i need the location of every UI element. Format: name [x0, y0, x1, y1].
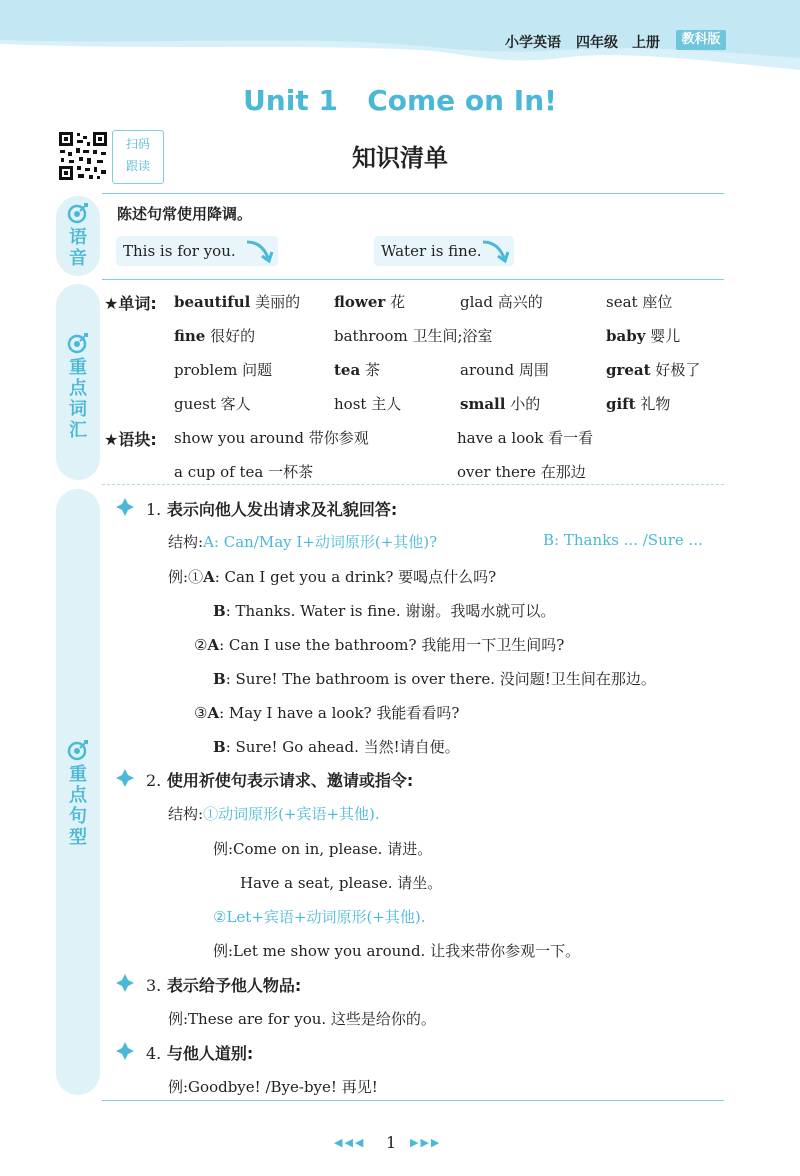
divider [102, 279, 724, 280]
divider [102, 1100, 724, 1101]
vocab-item: baby 婴儿 [606, 327, 681, 345]
target-icon [67, 739, 89, 761]
vocab-item: great 好极了 [606, 361, 701, 379]
vocab-item: gift 礼物 [606, 395, 671, 413]
diamond-bullet-icon [116, 498, 134, 516]
phonetics-example-1: This is for you. [123, 242, 236, 260]
vocab-item: guest 客人 [174, 395, 251, 413]
diamond-bullet-icon [116, 769, 134, 787]
falling-tone-arrow-icon [480, 234, 514, 268]
example-2a: ②A: Can I use the bathroom? 我能用一下卫生间吗? [194, 636, 565, 654]
pattern-2-structure-1: 结构:①动词原形(+宾语+其他). [168, 805, 380, 823]
header-grade: 四年级 [576, 35, 618, 51]
pattern-3-title: 3. 表示给予他人物品: [146, 976, 302, 995]
vocab-item: problem 问题 [174, 361, 273, 379]
tab-key-sentences: 重 点 句 型 [56, 489, 100, 1095]
footer-right-arrows: ▶▶▶ [410, 1136, 442, 1149]
pattern-1-title: 1. 表示向他人发出请求及礼貌回答: [146, 500, 398, 519]
phrase-item: have a look 看一看 [457, 429, 594, 447]
phrase-item: show you around 带你参观 [174, 429, 369, 447]
divider [102, 484, 724, 485]
pattern-2-structure-2: ②Let+宾语+动词原形(+其他). [213, 908, 426, 926]
words-label: ★单词: [104, 294, 157, 313]
divider [102, 193, 724, 194]
edition-badge: 教科版 [676, 30, 726, 50]
vocab-item: beautiful 美丽的 [174, 293, 301, 311]
vocab-item: flower 花 [334, 293, 406, 311]
pattern-2-example-1b: Have a seat, please. 请坐。 [240, 874, 443, 892]
vocab-item: glad 高兴的 [460, 293, 543, 311]
tab-phonetics: 语 音 [56, 196, 100, 276]
example-3a: ③A: May I have a look? 我能看看吗? [194, 704, 460, 722]
example-2b: B: Sure! The bathroom is over there. 没问题!卫生间在那边。 [213, 670, 656, 688]
pattern-3-example: 例:These are for you. 这些是给你的。 [168, 1010, 436, 1028]
unit-title: Unit 1 Come on In! [243, 84, 557, 117]
page-number: 1 [386, 1133, 397, 1152]
pattern-1-structure: 结构:A: Can/May I+动词原形(+其他)? [168, 533, 438, 551]
diamond-bullet-icon [116, 1042, 134, 1060]
vocab-item: small 小的 [460, 395, 541, 413]
pattern-4-title: 4. 与他人道别: [146, 1044, 254, 1063]
vocab-item: host 主人 [334, 395, 402, 413]
vocab-item: tea 茶 [334, 361, 380, 379]
diamond-bullet-icon [116, 974, 134, 992]
tab-key-vocabulary: 重 点 词 汇 [56, 284, 100, 480]
example-1a: 例:①A: Can I get you a drink? 要喝点什么吗? [168, 568, 497, 586]
pattern-2-example-2: 例:Let me show you around. 让我来带你参观一下。 [213, 942, 581, 960]
phrases-label: ★语块: [104, 430, 157, 449]
phrase-item: a cup of tea 一杯茶 [174, 463, 314, 481]
pattern-2-title: 2. 使用祈使句表示请求、邀请或指令: [146, 771, 414, 790]
pattern-4-example: 例:Goodbye! /Bye-bye! 再见! [168, 1078, 378, 1096]
example-3b: B: Sure! Go ahead. 当然!请自便。 [213, 738, 460, 756]
example-1b: B: Thanks. Water is fine. 谢谢。我喝水就可以。 [213, 602, 556, 620]
vocab-item: around 周围 [460, 361, 549, 379]
vocab-item: seat 座位 [606, 293, 673, 311]
pattern-2-example-1: 例:Come on in, please. 请进。 [213, 840, 433, 858]
scan-follow-read-label: 扫码 跟读 [112, 130, 164, 184]
vocab-item: bathroom 卫生间;浴室 [334, 327, 493, 345]
target-icon [67, 332, 89, 354]
header-volume: 上册 [632, 35, 660, 51]
phrase-item: over there 在那边 [457, 463, 586, 481]
falling-tone-arrow-icon [244, 234, 278, 268]
phonetics-rule: 陈述句常使用降调。 [117, 205, 253, 223]
footer-left-arrows: ◀◀◀ [334, 1136, 366, 1149]
pattern-1-structure-b: B: Thanks ... /Sure ... [543, 531, 703, 549]
section-title: 知识清单 [352, 144, 448, 172]
vocab-item: fine 很好的 [174, 327, 256, 345]
phonetics-example-2: Water is fine. [381, 242, 482, 260]
header-subject: 小学英语 [505, 35, 561, 51]
target-icon [67, 202, 89, 224]
